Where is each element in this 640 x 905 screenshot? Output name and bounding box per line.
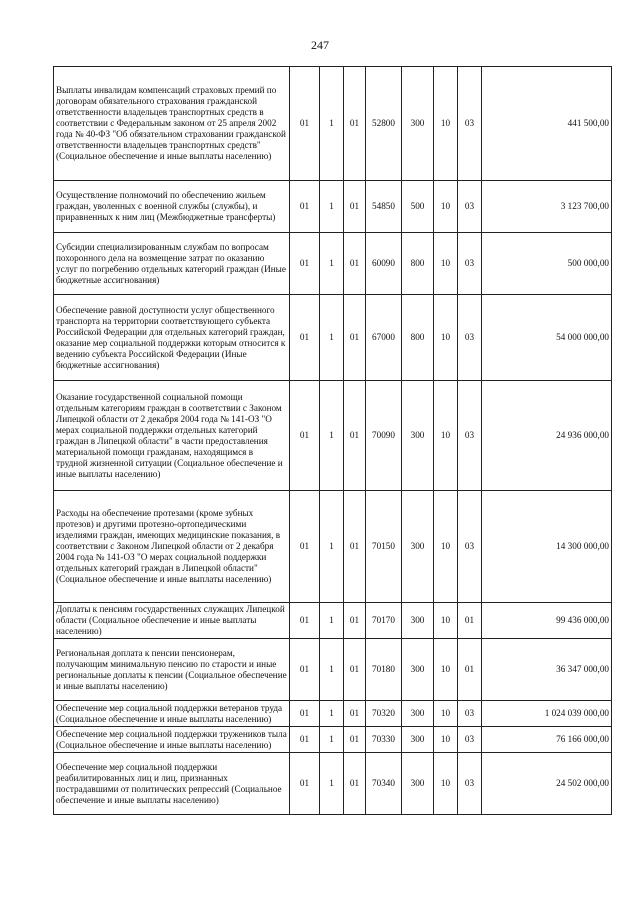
code-main-activity: 01 <box>344 181 366 233</box>
table-row <box>54 603 612 639</box>
row-description: Региональная доплата к пенсии пенсионерам, получающим минимальную пенсию по старости и иные региональные доплаты к пенсии (Социальное обеспечение и иные выплаты населению) <box>54 639 290 701</box>
code-direction: 70330 <box>366 727 402 753</box>
table-row <box>54 701 612 727</box>
code-main-activity: 01 <box>344 381 366 491</box>
row-description: Доплаты к пенсиям государственных служащих Липецкой области (Социальное обеспечение и иные выплаты населению) <box>54 603 290 639</box>
budget-table <box>53 66 612 815</box>
code-program: 01 <box>290 181 320 233</box>
code-section: 10 <box>434 181 458 233</box>
code-subprogram: 1 <box>320 181 344 233</box>
code-main-activity: 01 <box>344 491 366 603</box>
code-section: 10 <box>434 233 458 295</box>
code-subsection: 03 <box>458 381 482 491</box>
code-expense-type: 300 <box>402 701 434 727</box>
code-program: 01 <box>290 295 320 381</box>
code-direction: 52800 <box>366 67 402 181</box>
row-description: Обеспечение мер социальной поддержки ветеранов труда (Социальное обеспечение и иные выплаты населению) <box>54 701 290 727</box>
code-expense-type: 300 <box>402 67 434 181</box>
row-description: Осуществление полномочий по обеспечению жильем граждан, уволенных с военной службы (службы), и приравненных к ним лиц (Межбюджетные трансферты) <box>54 181 290 233</box>
row-amount: 1 024 039 000,00 <box>482 701 612 727</box>
row-amount: 500 000,00 <box>482 233 612 295</box>
row-amount: 76 166 000,00 <box>482 727 612 753</box>
row-amount: 14 300 000,00 <box>482 491 612 603</box>
row-description: Обеспечение мер социальной поддержки тружеников тыла (Социальное обеспечение и иные выплаты населению) <box>54 727 290 753</box>
code-section: 10 <box>434 639 458 701</box>
code-subsection: 03 <box>458 727 482 753</box>
table-row <box>54 753 612 815</box>
row-amount: 3 123 700,00 <box>482 181 612 233</box>
code-expense-type: 300 <box>402 381 434 491</box>
code-program: 01 <box>290 603 320 639</box>
code-direction: 60090 <box>366 233 402 295</box>
row-description: Обеспечение равной доступности услуг общественного транспорта на территории соответствующего субъекта Российской Федерации для отдельных категорий граждан, оказание мер социальной поддержки которым относится к ведению субъекта Российской Федерации (Иные бюджетные ассигнования) <box>54 295 290 381</box>
code-main-activity: 01 <box>344 753 366 815</box>
code-expense-type: 300 <box>402 491 434 603</box>
row-description: Расходы на обеспечение протезами (кроме зубных протезов) и другими протезно-ортопедическими изделиями граждан, имеющих медицинские показания, в соответствии с Законом Липецкой области от 2 декабря 2004 года № 141-ОЗ "О мерах социальной поддержки отдельных категорий граждан в Липецкой области" (Социальное обеспечение и иные выплаты населению) <box>54 491 290 603</box>
row-amount: 24 502 000,00 <box>482 753 612 815</box>
code-expense-type: 300 <box>402 603 434 639</box>
code-direction: 67000 <box>366 295 402 381</box>
code-main-activity: 01 <box>344 603 366 639</box>
table-row <box>54 491 612 603</box>
code-subsection: 03 <box>458 701 482 727</box>
code-program: 01 <box>290 727 320 753</box>
code-expense-type: 300 <box>402 753 434 815</box>
code-direction: 70150 <box>366 491 402 603</box>
table-row <box>54 381 612 491</box>
code-subsection: 03 <box>458 67 482 181</box>
table-row <box>54 639 612 701</box>
code-expense-type: 300 <box>402 727 434 753</box>
code-subprogram: 1 <box>320 639 344 701</box>
row-description: Обеспечение мер социальной поддержки реабилитированных лиц и лиц, признанных пострадавшими от политических репрессий (Социальное обеспечение и иные выплаты населению) <box>54 753 290 815</box>
code-main-activity: 01 <box>344 727 366 753</box>
row-amount: 36 347 000,00 <box>482 639 612 701</box>
code-direction: 70090 <box>366 381 402 491</box>
code-direction: 54850 <box>366 181 402 233</box>
code-subprogram: 1 <box>320 233 344 295</box>
table-row <box>54 727 612 753</box>
row-description: Выплаты инвалидам компенсаций страховых премий по договорам обязательного страхования гражданской ответственности владельцев транспортных средств в соответствии с Федеральным законом от 25 апреля 2002 года № 40-ФЗ "Об обязательном страховании гражданской ответственности владельцев транспортных средств" (Социальное обеспечение и иные выплаты населению) <box>54 67 290 181</box>
table-row <box>54 67 612 181</box>
page-number: 247 <box>311 38 329 52</box>
code-section: 10 <box>434 753 458 815</box>
code-program: 01 <box>290 491 320 603</box>
code-direction: 70180 <box>366 639 402 701</box>
code-main-activity: 01 <box>344 233 366 295</box>
row-amount: 441 500,00 <box>482 67 612 181</box>
code-main-activity: 01 <box>344 639 366 701</box>
code-program: 01 <box>290 233 320 295</box>
code-section: 10 <box>434 727 458 753</box>
code-expense-type: 300 <box>402 639 434 701</box>
code-subsection: 03 <box>458 753 482 815</box>
code-subprogram: 1 <box>320 491 344 603</box>
row-amount: 54 000 000,00 <box>482 295 612 381</box>
code-subprogram: 1 <box>320 727 344 753</box>
code-expense-type: 800 <box>402 233 434 295</box>
code-subsection: 03 <box>458 491 482 603</box>
code-subprogram: 1 <box>320 603 344 639</box>
code-program: 01 <box>290 67 320 181</box>
code-subsection: 03 <box>458 233 482 295</box>
code-subprogram: 1 <box>320 701 344 727</box>
table-row <box>54 181 612 233</box>
code-program: 01 <box>290 701 320 727</box>
table-row <box>54 233 612 295</box>
code-subprogram: 1 <box>320 753 344 815</box>
row-description: Оказание государственной социальной помощи отдельным категориям граждан в соответствии с Законом Липецкой области от 2 декабря 2004 года № 141-ОЗ "О мерах социальной поддержки отдельных категорий граждан в Липецкой области" в части предоставления материальной помощи гражданам, находящимся в трудной жизненной ситуации (Социальное обеспечение и иные выплаты населению) <box>54 381 290 491</box>
code-subprogram: 1 <box>320 295 344 381</box>
row-description: Субсидии специализированным службам по вопросам похоронного дела на возмещение затрат по оказанию услуг по погребению отдельных категорий граждан (Иные бюджетные ассигнования) <box>54 233 290 295</box>
code-program: 01 <box>290 639 320 701</box>
code-main-activity: 01 <box>344 295 366 381</box>
code-main-activity: 01 <box>344 701 366 727</box>
row-amount: 99 436 000,00 <box>482 603 612 639</box>
row-amount: 24 936 000,00 <box>482 381 612 491</box>
code-subsection: 03 <box>458 295 482 381</box>
code-main-activity: 01 <box>344 67 366 181</box>
code-section: 10 <box>434 67 458 181</box>
code-section: 10 <box>434 701 458 727</box>
code-section: 10 <box>434 603 458 639</box>
code-direction: 70320 <box>366 701 402 727</box>
code-direction: 70170 <box>366 603 402 639</box>
code-subsection: 01 <box>458 639 482 701</box>
code-section: 10 <box>434 381 458 491</box>
code-program: 01 <box>290 753 320 815</box>
code-direction: 70340 <box>366 753 402 815</box>
code-section: 10 <box>434 295 458 381</box>
code-expense-type: 800 <box>402 295 434 381</box>
code-section: 10 <box>434 491 458 603</box>
code-subsection: 03 <box>458 181 482 233</box>
code-subprogram: 1 <box>320 381 344 491</box>
code-expense-type: 500 <box>402 181 434 233</box>
code-program: 01 <box>290 381 320 491</box>
code-subsection: 01 <box>458 603 482 639</box>
code-subprogram: 1 <box>320 67 344 181</box>
table-row <box>54 295 612 381</box>
